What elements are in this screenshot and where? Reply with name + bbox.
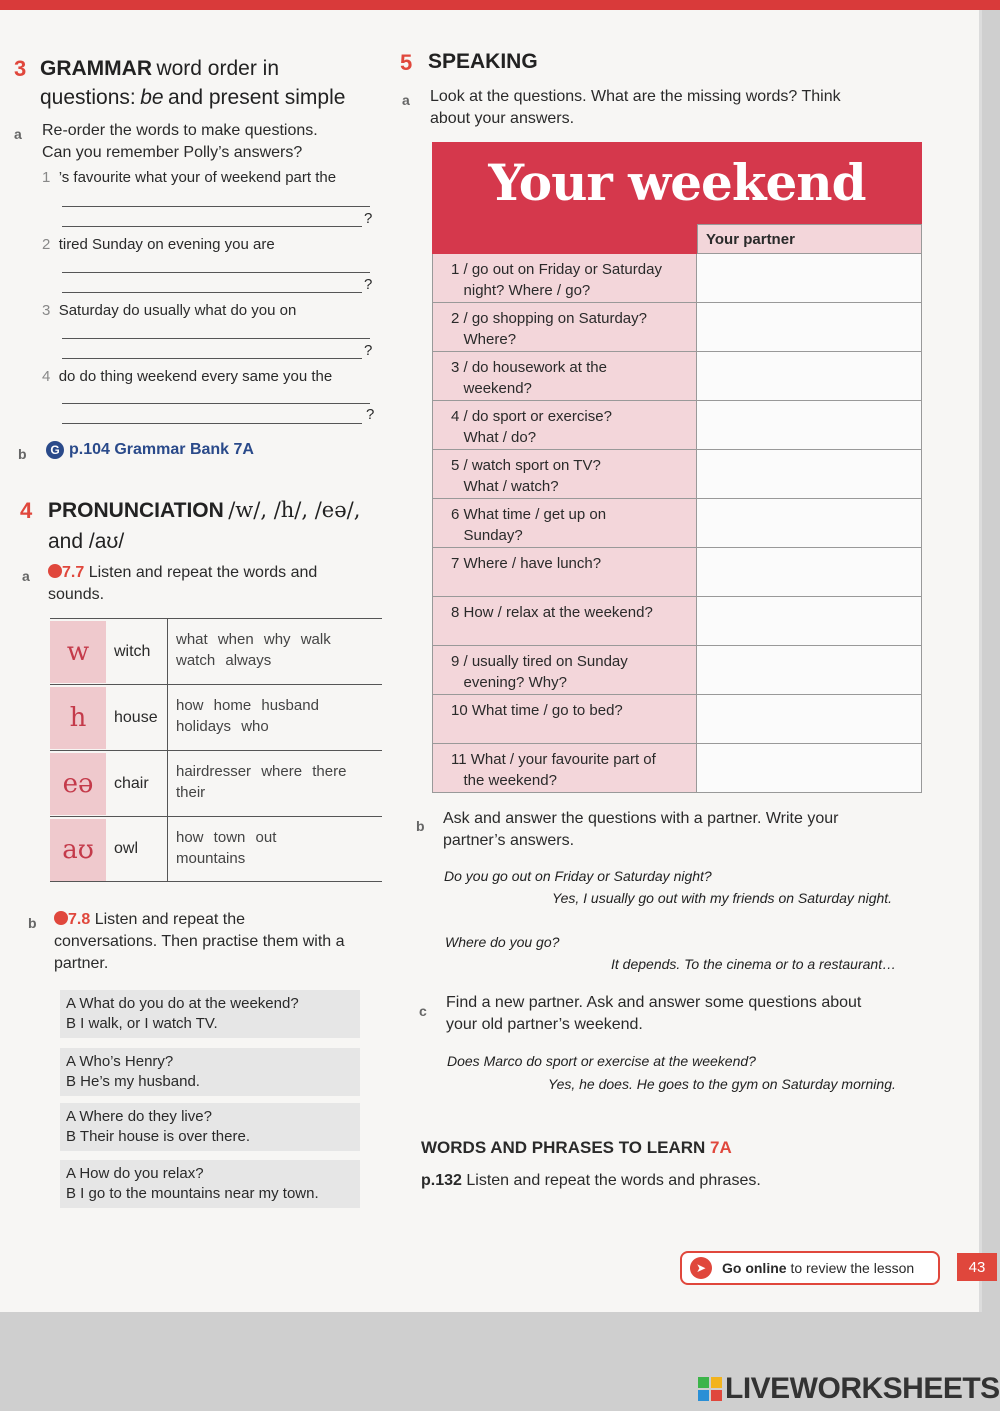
conversation-4: A How do you relax? B I go to the mountains near my town. — [60, 1160, 360, 1208]
speaking-a-letter: a — [402, 92, 410, 108]
partner-answer-cell[interactable] — [697, 450, 922, 498]
answer-line[interactable] — [62, 358, 362, 359]
grammar-item-3: 3 Saturday do usually what do you on — [42, 302, 297, 319]
conversation-1: A What do you do at the weekend? B I walk, or I watch TV. — [60, 990, 360, 1038]
partner-answer-cell[interactable] — [697, 695, 922, 743]
witch-picture: w — [50, 621, 106, 683]
speaking-b-letter: b — [416, 818, 425, 834]
conversation-3: A Where do they live? B Their house is over there. — [60, 1103, 360, 1151]
owl-picture: aʊ — [50, 819, 106, 881]
partner-answer-cell[interactable] — [697, 646, 922, 694]
pronunciation-title: PRONUNCIATION /w/, /h/, /eə/, and /aʊ/ — [48, 498, 361, 553]
cursor-icon: ➤ — [690, 1257, 712, 1279]
answer-line[interactable] — [62, 403, 370, 404]
speaking-c-letter: c — [419, 1003, 427, 1019]
page-number: 43 — [957, 1253, 997, 1281]
partner-answer-cell[interactable] — [697, 352, 922, 400]
question-row: 8 How / relax at the weekend? — [432, 597, 922, 646]
house-picture: h — [50, 687, 106, 749]
sounds-table — [50, 618, 382, 882]
go-online-button[interactable]: ➤ Go online to review the lesson — [680, 1251, 940, 1285]
question-row: 7 Where / have lunch? — [432, 548, 922, 597]
grammar-item-4: 4 do do thing weekend every same you the — [42, 368, 333, 385]
sound-row: w witch what when why walk watch always — [50, 618, 382, 684]
example-question: Where do you go? — [445, 934, 560, 950]
example-question: Does Marco do sport or exercise at the weekend? — [447, 1053, 756, 1069]
speaking-b-instruction: Ask and answer the questions with a partner. Write your partner’s answers. — [443, 810, 839, 849]
pron-a-letter: a — [22, 568, 30, 584]
question-row: 3 / do housework at the weekend? — [432, 352, 922, 401]
partner-answer-cell[interactable] — [697, 548, 922, 596]
sound-row: eə chair hairdresser where there their — [50, 750, 382, 816]
audio-icon[interactable] — [54, 911, 68, 925]
example-answer: Yes, he does. He goes to the gym on Saturday morning. — [548, 1076, 896, 1092]
words-instruction: p.132 Listen and repeat the words and phrases. — [421, 1172, 761, 1189]
answer-line[interactable] — [62, 206, 370, 207]
pron-a-instruction: 7.7 Listen and repeat the words and sounds. — [48, 564, 318, 603]
partner-answer-cell[interactable] — [697, 401, 922, 449]
grammar-title: GRAMMAR word order in questions: be and present simple — [40, 57, 346, 109]
answer-line[interactable] — [62, 292, 362, 293]
liveworksheets-logo: LIVEWORKSHEETS — [698, 1372, 1000, 1406]
partner-answer-cell[interactable] — [697, 597, 922, 645]
grammar-item-2: 2 tired Sunday on evening you are — [42, 236, 275, 253]
partner-answer-cell[interactable] — [697, 499, 922, 547]
chair-picture: eə — [50, 753, 106, 815]
table-title: Your weekend — [432, 142, 922, 224]
pron-b-letter: b — [28, 915, 37, 931]
speaking-a-instruction: Look at the questions. What are the missing words? Think about your answers. — [430, 88, 841, 127]
grammar-bank-link[interactable]: G p.104 Grammar Bank 7A — [46, 441, 254, 459]
question-row: 11 What / your favourite part of the weekend? — [432, 744, 922, 793]
sound-row: h house how home husband holidays who — [50, 684, 382, 750]
pron-b-instruction: 7.8 Listen and repeat the conversations. Then practise them with a partner. — [54, 911, 345, 972]
grammar-a-letter: a — [14, 126, 22, 142]
example-question: Do you go out on Friday or Saturday night? — [444, 868, 712, 884]
speaking-title: SPEAKING — [428, 50, 538, 73]
speaking-number: 5 — [400, 50, 413, 75]
question-row: 4 / do sport or exercise? What / do? — [432, 401, 922, 450]
partner-answer-cell[interactable] — [697, 744, 922, 792]
your-weekend-table — [432, 142, 922, 793]
words-title: WORDS AND PHRASES TO LEARN 7A — [421, 1138, 732, 1157]
partner-answer-cell[interactable] — [697, 303, 922, 351]
grammar-section — [14, 56, 26, 82]
partner-answer-cell[interactable] — [697, 254, 922, 302]
grammar-b-letter: b — [18, 446, 27, 462]
top-red-bar — [0, 0, 1000, 10]
liveworksheets-icon — [698, 1377, 722, 1401]
answer-line[interactable] — [62, 423, 362, 424]
example-answer: Yes, I usually go out with my friends on Saturday night. — [552, 890, 893, 906]
question-row: 5 / watch sport on TV? What / watch? — [432, 450, 922, 499]
partner-column-header: Your partner — [697, 224, 922, 254]
question-row: 2 / go shopping on Saturday? Where? — [432, 303, 922, 352]
answer-line[interactable] — [62, 338, 370, 339]
question-row: 6 What time / get up on Sunday? — [432, 499, 922, 548]
speaking-c-instruction: Find a new partner. Ask and answer some questions about your old partner’s weekend. — [446, 994, 862, 1033]
grammar-item-1: 1 ’s favourite what your of weekend part the — [42, 169, 337, 186]
answer-line[interactable] — [62, 272, 370, 273]
grammar-bank-icon: G — [46, 441, 64, 459]
question-row: 9 / usually tired on Sunday evening? Why? — [432, 646, 922, 695]
audio-icon[interactable] — [48, 564, 62, 578]
grammar-number: 3 — [14, 56, 27, 81]
question-row: 10 What time / go to bed? — [432, 695, 922, 744]
sound-row: aʊ owl how town out mountains — [50, 816, 382, 882]
example-answer: It depends. To the cinema or to a restaurant… — [611, 956, 897, 972]
question-row: 1 / go out on Friday or Saturday night? Where / go? — [432, 254, 922, 303]
conversation-2: A Who’s Henry? B He’s my husband. — [60, 1048, 360, 1096]
grammar-a-instruction: Re-order the words to make questions. Can you remember Polly’s answers? — [42, 122, 318, 161]
pronunciation-number: 4 — [20, 498, 33, 523]
answer-line[interactable] — [62, 226, 362, 227]
